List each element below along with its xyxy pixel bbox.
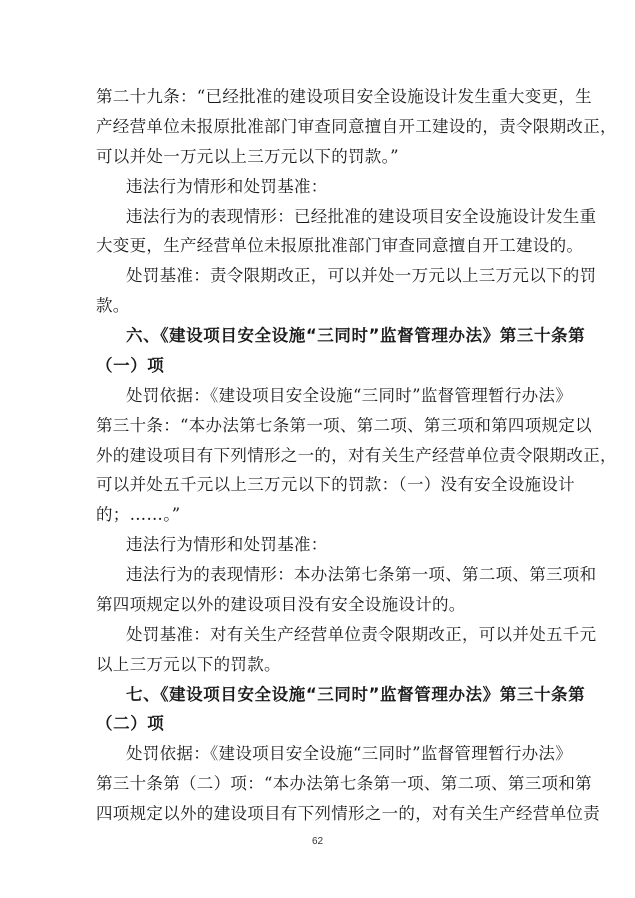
page-number: 62 [311, 836, 324, 847]
text-line: 款。 [96, 296, 130, 316]
text-line: 处罚基准：责令限期改正，可以并处一万元以上三万元以下的罚 [126, 266, 597, 286]
section-heading: （二）项 [96, 714, 165, 734]
text-line: 处罚依据：《建设项目安全设施“三同时”监督管理暂行办法》 [126, 385, 573, 405]
text-line: 外的建设项目有下列情形之一的，对有关生产经营单位责令限期改正， [96, 445, 617, 465]
text-line: 处罚基准：对有关生产经营单位责令限期改正，可以并处五千元 [126, 624, 597, 644]
text-line: 以上三万元以下的罚款。 [96, 654, 281, 674]
text-line: 第三十条：“本办法第七条第一项、第二项、第三项和第四项规定以 [96, 415, 592, 435]
text-line: 的；……。” [96, 505, 181, 525]
text-line: 第二十九条：“已经批准的建设项目安全设施设计发生重大变更，生 [96, 87, 592, 106]
text-line: 产经营单位未报原批准部门审查同意擅自开工建设的，责令限期改正， [96, 116, 617, 136]
text-line: 处罚依据：《建设项目安全设施“三同时”监督管理暂行办法》 [126, 744, 573, 764]
text-line: 可以并处五千元以上三万元以下的罚款：（一）没有安全设施设计 [96, 475, 575, 495]
text-line: 第三十条第（二）项：“本办法第七条第一项、第二项、第三项和第 [96, 774, 592, 794]
text-line: 违法行为情形和处罚基准： [126, 176, 328, 196]
text-line: 第四项规定以外的建设项目没有安全设施设计的。 [96, 594, 466, 614]
text-line: 违法行为的表现情形：已经批准的建设项目安全设施设计发生重 [126, 206, 597, 226]
text-line: 违法行为的表现情形：本办法第七条第一项、第二项、第三项和 [126, 565, 597, 584]
text-line: 四项规定以外的建设项目有下列情形之一的，对有关生产经营单位责 [96, 804, 600, 823]
section-heading: （一）项 [96, 355, 165, 375]
text-line: 可以并处一万元以上三万元以下的罚款。” [96, 146, 399, 166]
section-heading: 六、《建设项目安全设施“三同时”监督管理办法》第三十条第 [126, 326, 586, 345]
text-line: 大变更，生产经营单位未报原批准部门审查同意擅自开工建设的。 [96, 236, 584, 256]
text-line: 违法行为情形和处罚基准： [126, 535, 328, 555]
section-heading: 七、《建设项目安全设施“三同时”监督管理办法》第三十条第 [126, 684, 586, 704]
